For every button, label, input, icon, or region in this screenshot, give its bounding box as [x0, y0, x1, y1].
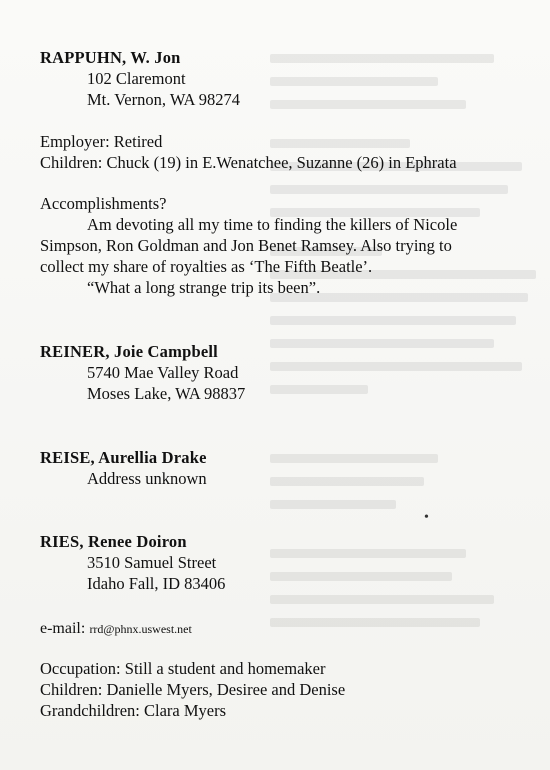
- grandchildren-line: Grandchildren: Clara Myers: [40, 701, 227, 720]
- address-line: Moses Lake, WA 98837: [87, 384, 246, 403]
- entry-rappuhn-details: [40, 131, 457, 173]
- accomplishments-text: collect my share of royalties as ‘The Fifth Beatle’.: [40, 257, 373, 276]
- entry-name: RAPPUHN, W. Jon: [40, 48, 181, 67]
- entry-reiner: [40, 341, 245, 404]
- occupation-line: Occupation: Still a student and homemaker: [40, 659, 326, 678]
- address-line: 102 Claremont: [87, 69, 186, 88]
- accomplishments-text: Simpson, Ron Goldman and Jon Benet Ramsey. Also trying to: [40, 236, 452, 255]
- entry-name: REISE, Aurellia Drake: [40, 448, 207, 467]
- employer-line: Employer: Retired: [40, 132, 163, 151]
- children-line: Children: Danielle Myers, Desiree and Denise: [40, 680, 346, 699]
- address-line: Mt. Vernon, WA 98274: [87, 90, 240, 109]
- entry-reise: [40, 447, 207, 489]
- entry-name: RIES, Renee Doiron: [40, 532, 187, 551]
- entry-ries-details: [40, 658, 345, 721]
- accomplishments-label: Accomplishments?: [40, 194, 167, 213]
- children-line: Children: Chuck (19) in E.Wenatchee, Suzanne (26) in Ephrata: [40, 153, 457, 172]
- accomplishments-text: Am devoting all my time to finding the killers of Nicole: [87, 215, 458, 234]
- entry-rappuhn: [40, 47, 240, 110]
- address-line: Idaho Fall, ID 83406: [87, 574, 226, 593]
- address-line: Address unknown: [87, 469, 207, 488]
- email-line: [40, 617, 192, 640]
- accomplishments-block: [40, 193, 510, 298]
- quote-line: “What a long strange trip its been”.: [87, 278, 321, 297]
- email-address: rrd@phnx.uswest.net: [89, 622, 192, 636]
- address-line: 5740 Mae Valley Road: [87, 363, 239, 382]
- entry-name: REINER, Joie Campbell: [40, 342, 218, 361]
- email-label: e-mail:: [40, 620, 86, 637]
- entry-ries: [40, 531, 225, 594]
- address-line: 3510 Samuel Street: [87, 553, 217, 572]
- speck-mark: •: [424, 510, 429, 525]
